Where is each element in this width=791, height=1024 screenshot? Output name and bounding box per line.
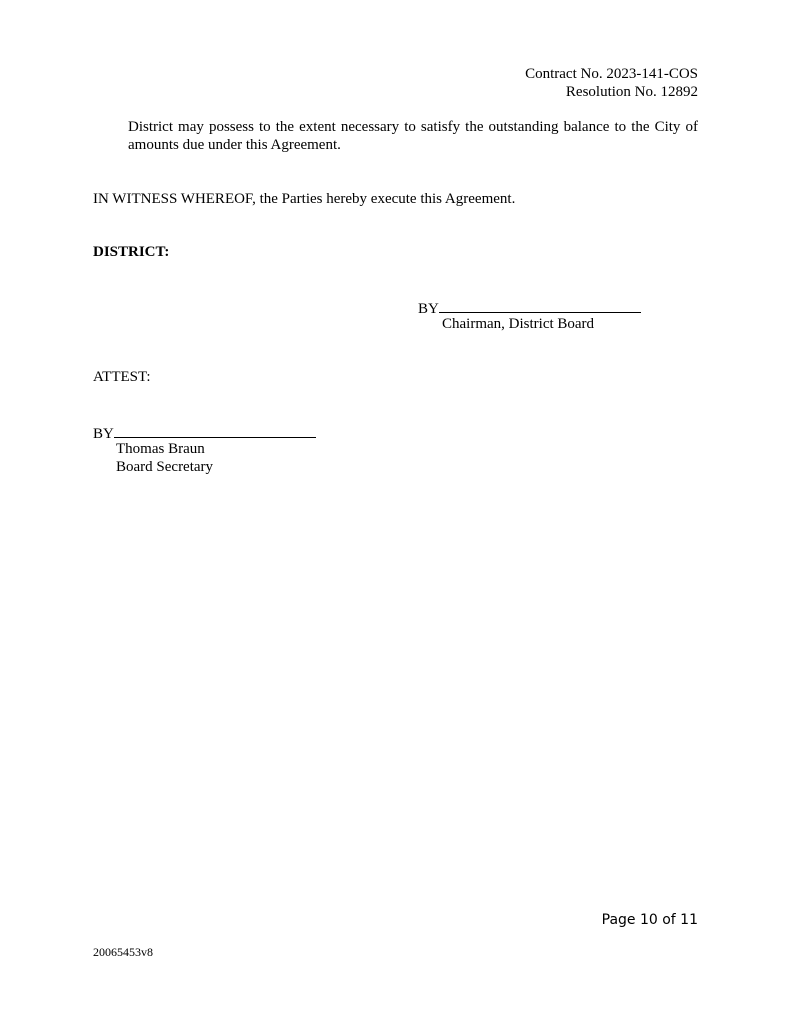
- continuation-paragraph: [128, 118, 698, 154]
- continuation-line: amounts due under this Agreement.: [128, 137, 341, 153]
- by-label: BY: [418, 301, 439, 317]
- document-id: 20065453v8: [93, 945, 153, 959]
- page-number: Page 10 of 11: [601, 912, 698, 928]
- district-signer-title: Chairman, District Board: [442, 316, 595, 332]
- contract-number: Contract No. 2023-141-COS: [525, 66, 698, 82]
- attest-signer-title: Board Secretary: [116, 459, 214, 475]
- resolution-number: Resolution No. 12892: [565, 84, 698, 100]
- district-heading: DISTRICT:: [93, 244, 170, 260]
- signature-blank: [439, 297, 641, 313]
- attest-label: ATTEST:: [93, 369, 151, 385]
- by-label: BY: [93, 426, 114, 442]
- attest-signer-name: Thomas Braun: [116, 441, 205, 457]
- witness-clause: IN WITNESS WHEREOF, the Parties hereby execute this Agreement.: [93, 191, 516, 207]
- continuation-line: District may possess to the extent necessary to satisfy the outstanding balance to the City of: [128, 119, 698, 135]
- signature-blank: [114, 422, 316, 438]
